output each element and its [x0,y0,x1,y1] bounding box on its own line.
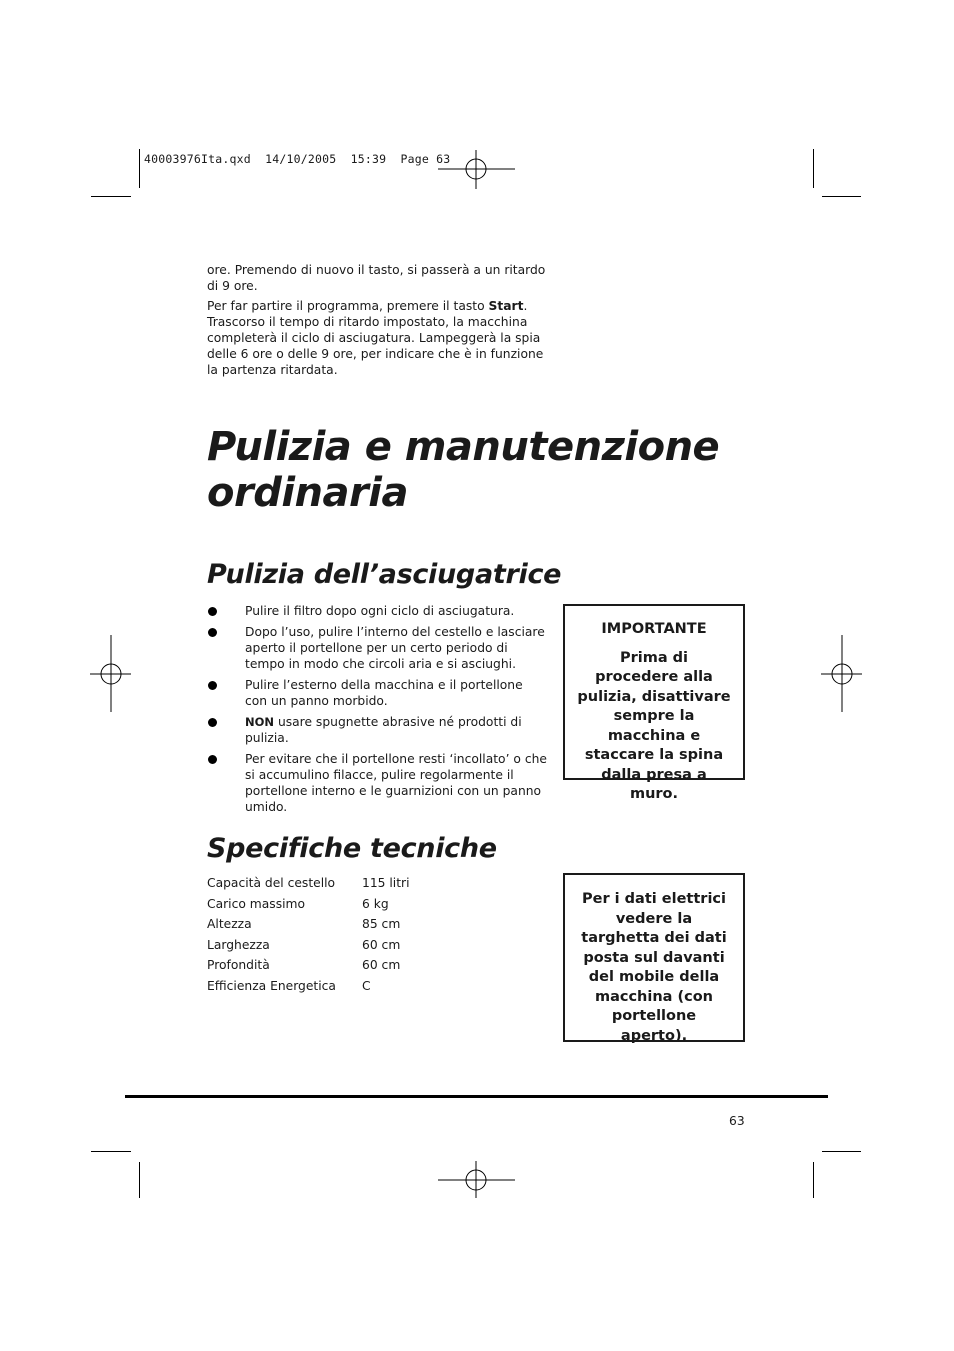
list-item [207,603,547,619]
list-item-emphasis: NON [245,715,275,729]
table-row [207,917,410,938]
table-row [207,938,410,959]
important-heading: IMPORTANTE [601,621,707,637]
table-row [207,876,410,897]
list-item-text: Per evitare che il portellone resti ‘incollato’ o che si accumulino filacce, pulire regolarmente il portellone interno e le guarnizioni con un panno umido. [245,752,547,814]
table-row [207,958,410,979]
spec-label: Capacità del cestello [207,876,336,890]
spec-value: 115 litri [362,876,410,890]
important-text: Prima di procedere alla pulizia, disattivare sempre la macchina e staccare la spina dalla presa a muro. [577,649,731,802]
spec-value: 60 cm [362,958,401,973]
table-row [207,979,410,1000]
list-item-text: Pulire il filtro dopo ogni ciclo di asciugatura. [245,604,515,618]
bullet-icon [208,718,217,727]
intro-paragraph-2-rest: . Trascorso il tempo di ritardo impostato, la macchina completerà il ciclo di asciugatura. Lampeggerà la spia delle 6 ore o delle 9 ore, per indicare che è in funzione la partenza ritardata. [207,299,544,377]
list-item [207,624,547,672]
section-title-specs: Specifiche tecniche [207,833,497,864]
electrical-data-text: Per i dati elettrici vedere la targhetta dei dati posta sul davanti del mobile della macchina (con portellone aperto). [581,891,727,1044]
start-key-label: Start [488,299,524,313]
bullet-icon [208,681,217,690]
print-slug: 40003976Ita.qxd 14/10/2005 15:39 Page 63 [144,152,451,166]
section-title-cleaning: Pulizia dell’asciugatrice [207,559,562,590]
spec-label: Efficienza Energetica [207,978,336,993]
important-notice-box [563,604,745,802]
main-title-line-1: Pulizia e manutenzione [207,424,720,470]
list-item-text: usare spugnette abrasive né prodotti di pulizia. [245,715,522,745]
intro-paragraph-2-text: Per far partire il programma, premere il tasto [207,299,489,313]
registration-mark-bottom-icon [438,1161,516,1199]
electrical-data-box [563,873,745,1042]
registration-mark-top-icon [438,150,516,190]
intro-paragraph-1: ore. Premendo di nuovo il tasto, si passerà a un ritardo di 9 ore. [207,263,546,293]
registration-mark-left-icon [90,635,132,713]
main-title [207,424,719,516]
list-item-text: Pulire l’esterno della macchina e il portellone con un panno morbido. [245,678,523,708]
spec-value: C [362,978,371,993]
list-item [207,677,547,709]
main-title-line-2: ordinaria [207,470,408,516]
list-item-text: Dopo l’uso, pulire l’interno del cestello e lasciare aperto il portellone per un certo periodo di tempo in modo che circoli aria e si asciughi. [245,625,545,671]
spec-value: 85 cm [362,917,401,932]
cleaning-bullet-list [207,603,547,820]
page-number: 63 [729,1114,745,1128]
specs-table [207,876,410,1000]
list-item [207,751,547,815]
list-item [207,714,547,746]
spec-value: 60 cm [362,937,401,952]
spec-label: Carico massimo [207,896,306,911]
spec-label: Altezza [207,917,252,932]
spec-label: Larghezza [207,937,270,952]
bullet-icon [208,607,217,616]
registration-mark-right-icon [821,635,863,713]
bullet-icon [208,755,217,764]
spec-label: Profondità [207,958,270,973]
table-row [207,897,410,918]
footer-rule [125,1095,828,1098]
intro-text [207,262,547,378]
spec-value: 6 kg [362,896,389,911]
bullet-icon [208,628,217,637]
intro-paragraph-2 [207,298,547,378]
